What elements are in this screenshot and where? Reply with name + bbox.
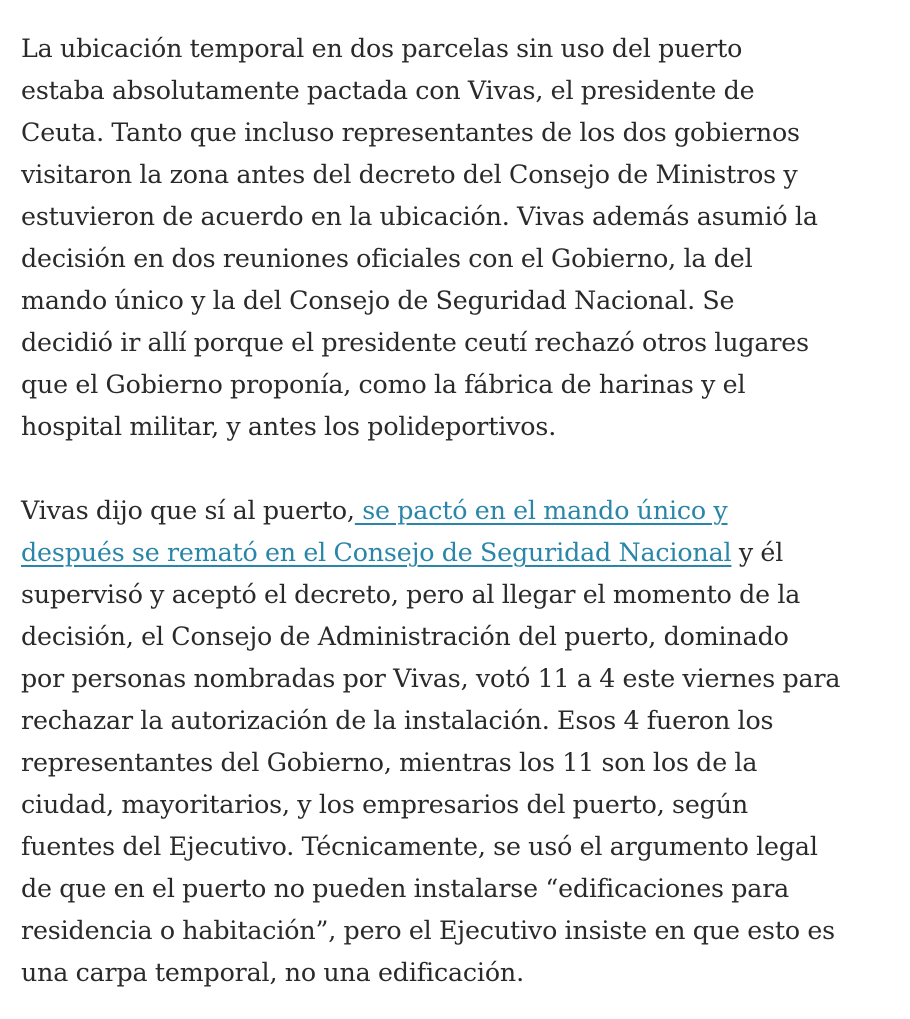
text-line: La ubicación temporal en dos parcelas sin uso del puerto — [21, 34, 743, 63]
text-line: estuvieron de acuerdo en la ubicación. Vivas además asumió la — [21, 202, 818, 231]
text-line: representantes del Gobierno, mientras los 11 son los de la — [21, 748, 758, 777]
paragraph-2 — [21, 490, 901, 994]
consejo-seguridad-link[interactable]: se pactó en el mando único y — [354, 496, 728, 525]
text-line: ciudad, mayoritarios, y los empresarios del puerto, según — [21, 790, 748, 819]
text-line: decisión, el Consejo de Administración del puerto, dominado — [21, 622, 789, 651]
text-line — [21, 532, 901, 574]
consejo-seguridad-link-continued[interactable]: después se remató en el Consejo de Seguridad Nacional — [21, 538, 732, 567]
text-line: hospital militar, y antes los polideportivos. — [21, 412, 557, 441]
text-line: estaba absolutamente pactada con Vivas, el presidente de — [21, 76, 755, 105]
text-line — [21, 490, 901, 532]
text-line: fuentes del Ejecutivo. Técnicamente, se usó el argumento legal — [21, 832, 818, 861]
text-line: Ceuta. Tanto que incluso representantes de los dos gobiernos — [21, 118, 800, 147]
text-line: supervisó y aceptó el decreto, pero al llegar el momento de la — [21, 580, 801, 609]
text-segment: y él — [731, 538, 784, 567]
text-line: decisión en dos reuniones oficiales con el Gobierno, la del — [21, 244, 753, 273]
text-segment: Vivas dijo que sí al puerto, — [21, 496, 355, 525]
text-line: por personas nombradas por Vivas, votó 11 a 4 este viernes para — [21, 664, 841, 693]
text-line: de que en el puerto no pueden instalarse “edificaciones para — [21, 874, 790, 903]
paragraph-1 — [21, 28, 901, 448]
text-line: rechazar la autorización de la instalación. Esos 4 fueron los — [21, 706, 774, 735]
text-line: que el Gobierno proponía, como la fábrica de harinas y el — [21, 370, 746, 399]
text-line: visitaron la zona antes del decreto del Consejo de Ministros y — [21, 160, 798, 189]
text-line: residencia o habitación”, pero el Ejecutivo insiste en que esto es — [21, 916, 835, 945]
text-line: mando único y la del Consejo de Seguridad Nacional. Se — [21, 286, 735, 315]
article-body — [21, 28, 901, 994]
text-line: una carpa temporal, no una edificación. — [21, 958, 524, 987]
text-line: decidió ir allí porque el presidente ceutí rechazó otros lugares — [21, 328, 809, 357]
